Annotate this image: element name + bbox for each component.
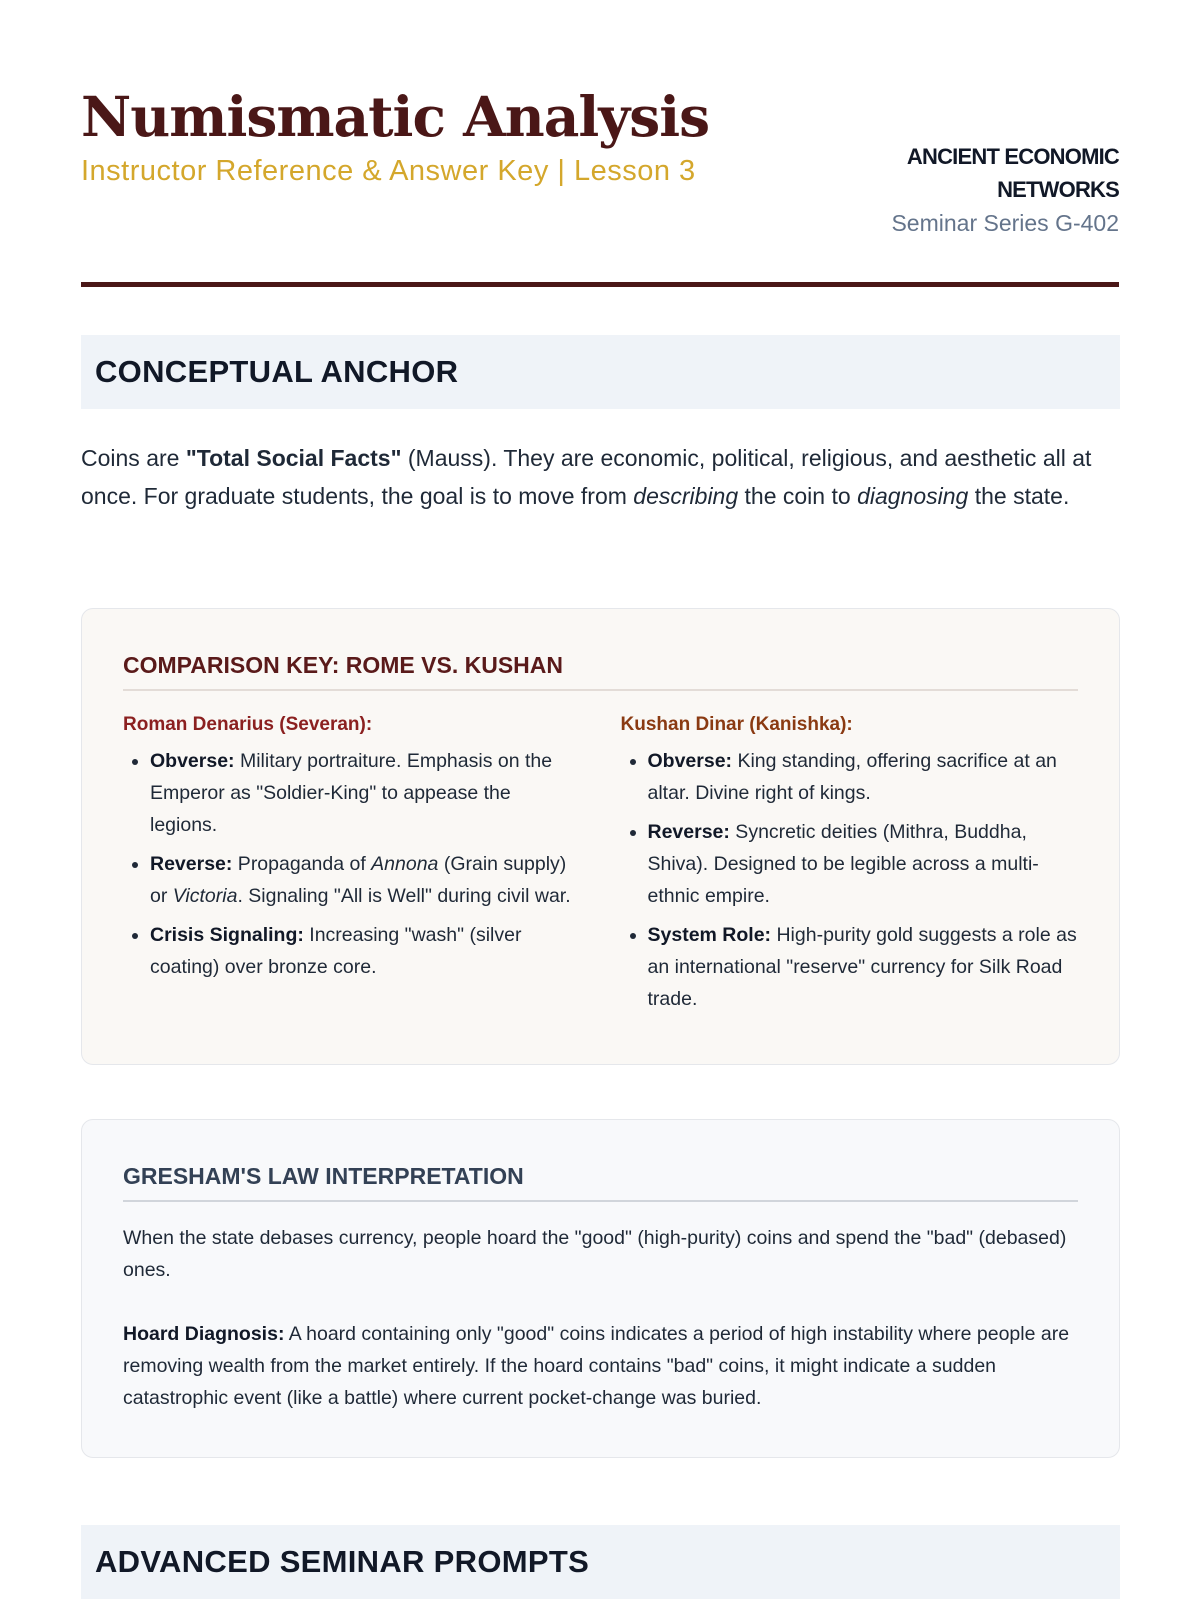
- list-item: • Obverse: Military portraiture. Emphasis on the Emperor as "Soldier-King" to appease the legions.: [150, 745, 581, 841]
- kushan-column-title: Kushan Dinar (Kanishka):: [620, 714, 853, 735]
- document-header: [81, 0, 1119, 287]
- kushan-column: [621, 711, 1079, 1022]
- series-name: ANCIENT ECONOMIC NETWORKS: [906, 144, 1119, 202]
- gresham-law-card: [81, 1119, 1120, 1458]
- list-item: • Obverse: King standing, offering sacrifice at an altar. Divine right of kings.: [648, 745, 1079, 809]
- list-item: • Reverse: Propaganda of Annona (Grain supply) or Victoria. Signaling "All is Well" during civil war.: [150, 848, 581, 912]
- list-item: • Crisis Signaling: Increasing "wash" (silver coating) over bronze core.: [150, 919, 581, 983]
- total-social-facts-term: "Total Social Facts": [185, 445, 402, 471]
- series-code: Seminar Series G-402: [891, 210, 1119, 236]
- document-subtitle: Instructor Reference & Answer Key | Lesson 3: [81, 155, 696, 187]
- rome-column: [123, 711, 581, 1022]
- section-heading-advanced-prompts: ADVANCED SEMINAR PROMPTS: [81, 1525, 1120, 1599]
- document-title: Numismatic Analysis: [81, 84, 710, 149]
- rome-points: [123, 745, 581, 983]
- list-item: • Reverse: Syncretic deities (Mithra, Buddha, Shiva). Designed to be legible across a multi-ethnic empire.: [648, 816, 1079, 912]
- rome-column-title: Roman Denarius (Severan):: [123, 714, 373, 735]
- comparison-key-title: COMPARISON KEY: ROME VS. KUSHAN: [123, 647, 1078, 691]
- list-item: • System Role: High-purity gold suggests a role as an international "reserve" currency for Silk Road trade.: [648, 919, 1079, 1015]
- comparison-columns: [123, 711, 1078, 1022]
- hoard-diagnosis-text: Hoard Diagnosis: A hoard containing only "good" coins indicates a period of high instability where people are removing wealth from the market entirely. If the hoard contains "bad" coins, it might indicate a sudden catastrophic event (like a battle) where current pocket-change was buried.: [123, 1323, 1070, 1409]
- conceptual-anchor-text: Coins are "Total Social Facts" (Mauss). They are economic, political, religious, and aesthetic all at once. For graduate students, the goal is to move from describing the coin to diagnosing the state.: [81, 445, 1092, 509]
- section-heading-conceptual-anchor: CONCEPTUAL ANCHOR: [81, 335, 1120, 409]
- kushan-points: [621, 745, 1079, 1015]
- comparison-key-card: [81, 608, 1120, 1065]
- gresham-law-text: When the state debases currency, people hoard the "good" (high-purity) coins and spend the "bad" (debased) ones.: [123, 1227, 1067, 1281]
- series-info: [829, 140, 1119, 240]
- gresham-law-title: GRESHAM'S LAW INTERPRETATION: [123, 1158, 1078, 1202]
